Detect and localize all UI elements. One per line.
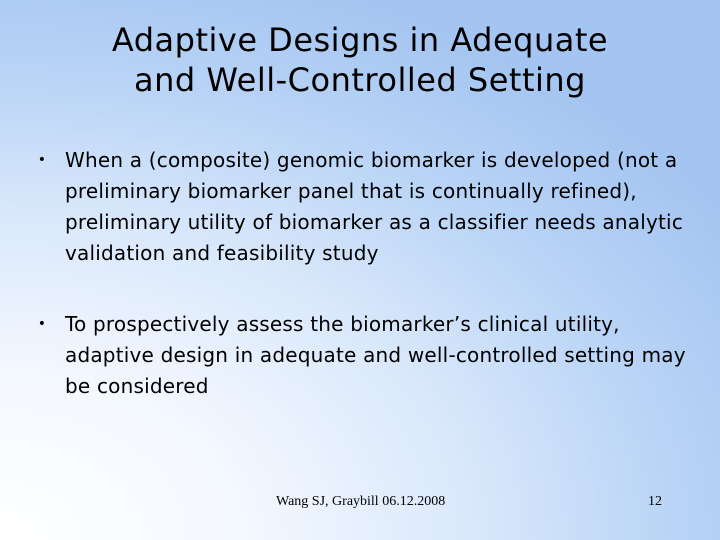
- title-line-1: Adaptive Designs in Adequate: [111, 21, 609, 59]
- bullet-text-1: When a (composite) genomic biomarker is developed (not a preliminary biomarker panel that is continually refined), preliminary utility of biomarker as a classifier needs analytic validation and feasibility study: [65, 148, 684, 265]
- bullet-item-1: [30, 145, 690, 269]
- bullet-dot-icon: •: [37, 316, 47, 332]
- bullet-item-2: [30, 309, 690, 402]
- slide-number: 12: [648, 494, 662, 509]
- slide-title: [30, 20, 690, 100]
- footer-citation: Wang SJ, Graybill 06.12.2008: [276, 494, 446, 509]
- title-line-2: and Well-Controlled Setting: [134, 61, 586, 99]
- bullet-dot-icon: •: [37, 152, 47, 168]
- bullet-text-2: To prospectively assess the biomarker’s clinical utility, adaptive design in adequate and well-controlled setting may be considered: [65, 312, 686, 398]
- bullet-list: [30, 145, 690, 402]
